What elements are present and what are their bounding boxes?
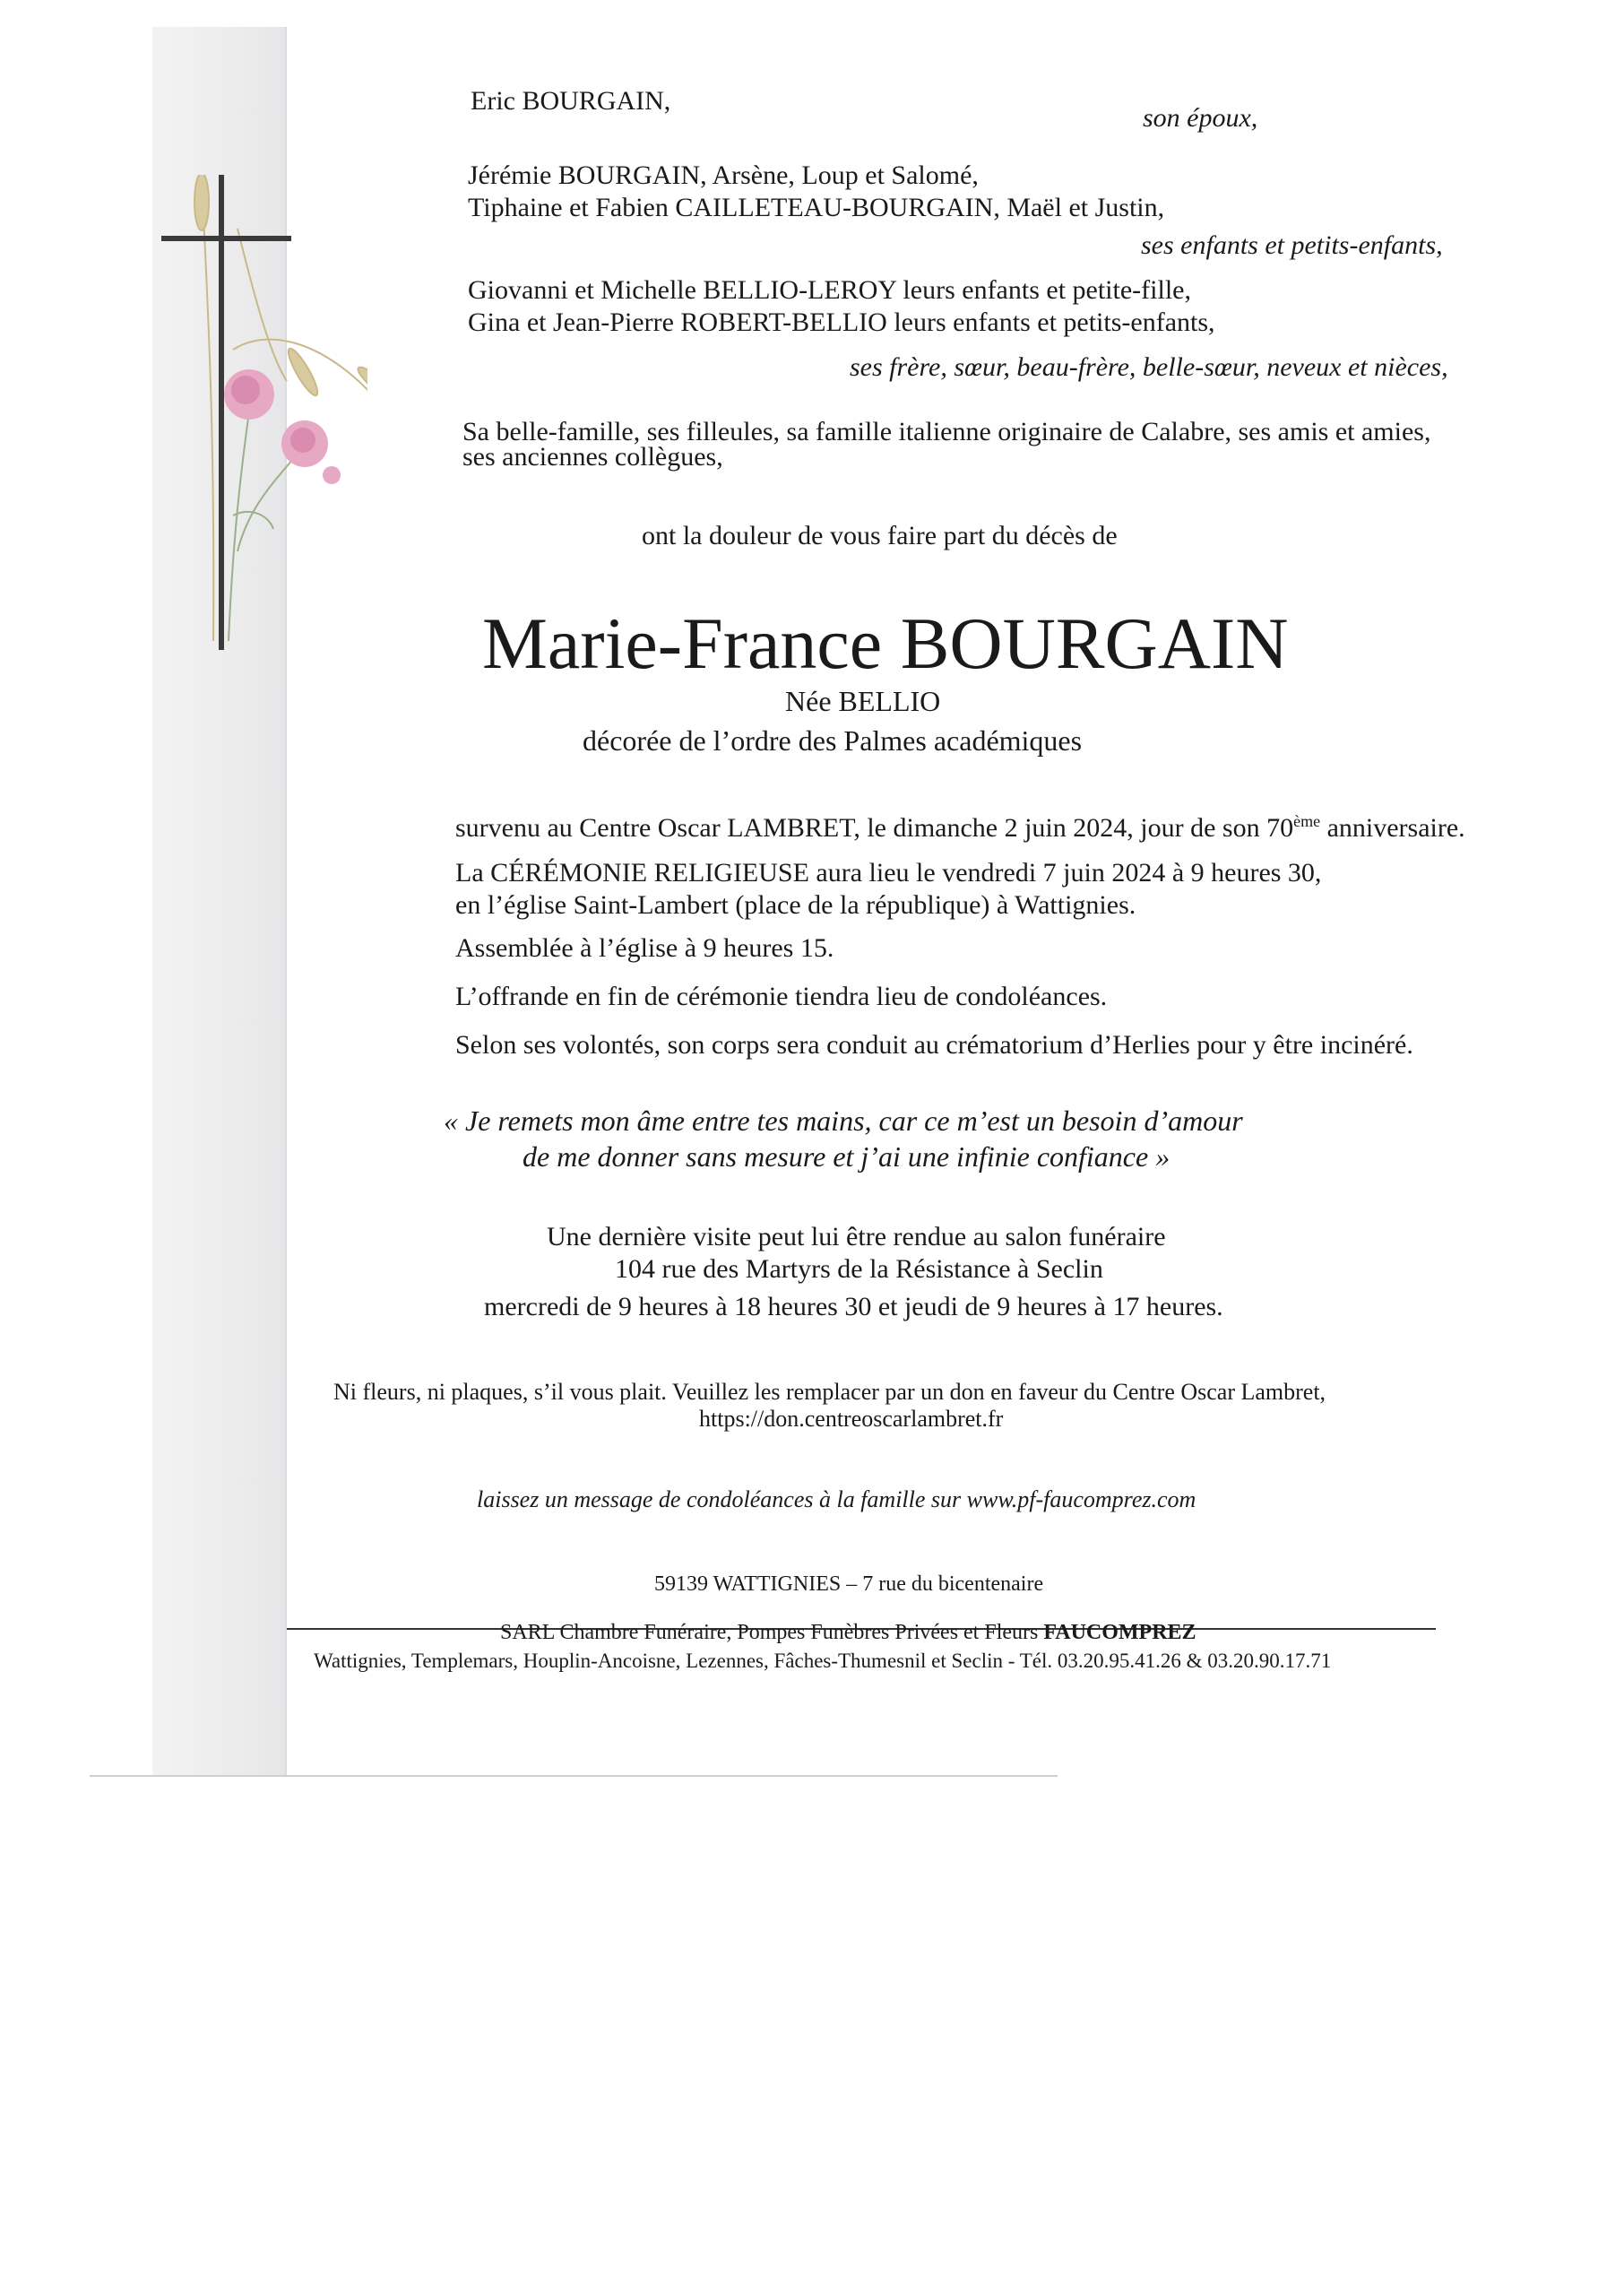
footer-address: 59139 WATTIGNIES – 7 rue du bicentenaire	[654, 1572, 1044, 1596]
visit-line-3: mercredi de 9 heures à 18 heures 30 et jeudi de 9 heures à 17 heures.	[484, 1292, 1223, 1321]
death-line-end: anniversaire.	[1320, 813, 1465, 843]
ceremony-line-1: La CÉRÉMONIE RELIGIEUSE aura lieu le vendredi 7 juin 2024 à 9 heures 30,	[455, 858, 1322, 888]
cross-icon	[161, 175, 291, 650]
ceremony-line-2: en l’église Saint-Lambert (place de la république) à Wattignies.	[455, 890, 1136, 920]
footer-company-text: SARL Chambre Funéraire, Pompes Funèbres Privées et Fleurs	[500, 1621, 1044, 1644]
offering-line: L’offrande en fin de cérémonie tiendra lieu de condoléances.	[455, 982, 1108, 1011]
footer-brand: FAUCOMPREZ	[1043, 1621, 1196, 1644]
donation-url[interactable]: https://don.centreoscarlambret.fr	[699, 1406, 1004, 1432]
death-line-sup: ème	[1293, 812, 1321, 830]
death-line	[455, 812, 1465, 844]
deceased-name: Marie-France BOURGAIN	[482, 602, 1289, 684]
visit-line-1: Une dernière visite peut lui être rendue au salon funéraire	[547, 1222, 1166, 1251]
children-line-1: Jérémie BOURGAIN, Arsène, Loup et Salomé,	[468, 160, 979, 190]
assembly-line: Assemblée à l’église à 9 heures 15.	[455, 933, 834, 963]
condolences-line[interactable]: laissez un message de condoléances à la famille sur www.pf-faucomprez.com	[477, 1486, 1196, 1512]
footer-company	[500, 1619, 1196, 1646]
children-line-2: Tiphaine et Fabien CAILLETEAU-BOURGAIN, Maël et Justin,	[468, 193, 1165, 222]
announcement-intro: ont la douleur de vous faire part du décès de	[642, 521, 1118, 550]
page-bottom-edge	[90, 1775, 1058, 1777]
children-role: ses enfants et petits-enfants,	[1141, 230, 1443, 260]
visit-line-2: 104 rue des Martyrs de la Résistance à Seclin	[615, 1254, 1103, 1284]
spouse-name: Eric BOURGAIN,	[471, 86, 671, 116]
death-line-main: survenu au Centre Oscar LAMBRET, le dimanche 2 juin 2024, jour de son 70	[455, 813, 1294, 843]
quote-line-2: de me donner sans mesure et j’ai une infinie confiance »	[523, 1140, 1170, 1173]
maiden-name: Née BELLIO	[785, 685, 941, 717]
honor-line: décorée de l’ordre des Palmes académiques	[583, 724, 1083, 757]
others-line-2: ses anciennes collègues,	[462, 442, 723, 472]
siblings-role: ses frère, sœur, beau-frère, belle-sœur, neveux et nièces,	[850, 352, 1448, 382]
spouse-role: son époux,	[1143, 103, 1258, 133]
others-line-1: Sa belle-famille, ses filleules, sa famille italienne originaire de Calabre, ses amis et amies,	[462, 417, 1431, 446]
quote-line-1: « Je remets mon âme entre tes mains, car ce m’est un besoin d’amour	[444, 1104, 1243, 1137]
donation-line: Ni fleurs, ni plaques, s’il vous plait. Veuillez les remplacer par un don en faveur du Centre Oscar Lambret,	[333, 1379, 1326, 1405]
cross-flower-decoration	[152, 175, 367, 677]
siblings-line-2: Gina et Jean-Pierre ROBERT-BELLIO leurs enfants et petits-enfants,	[468, 307, 1215, 337]
siblings-line-1: Giovanni et Michelle BELLIO-LEROY leurs enfants et petite-fille,	[468, 275, 1191, 305]
cremation-line: Selon ses volontés, son corps sera conduit au crématorium d’Herlies pour y être incinéré.	[455, 1030, 1413, 1060]
footer-locations: Wattignies, Templemars, Houplin-Ancoisne, Lezennes, Fâches-Thumesnil et Seclin - Tél. 03.20.95.41.26 & 03.20.90.17.71	[314, 1650, 1332, 1672]
